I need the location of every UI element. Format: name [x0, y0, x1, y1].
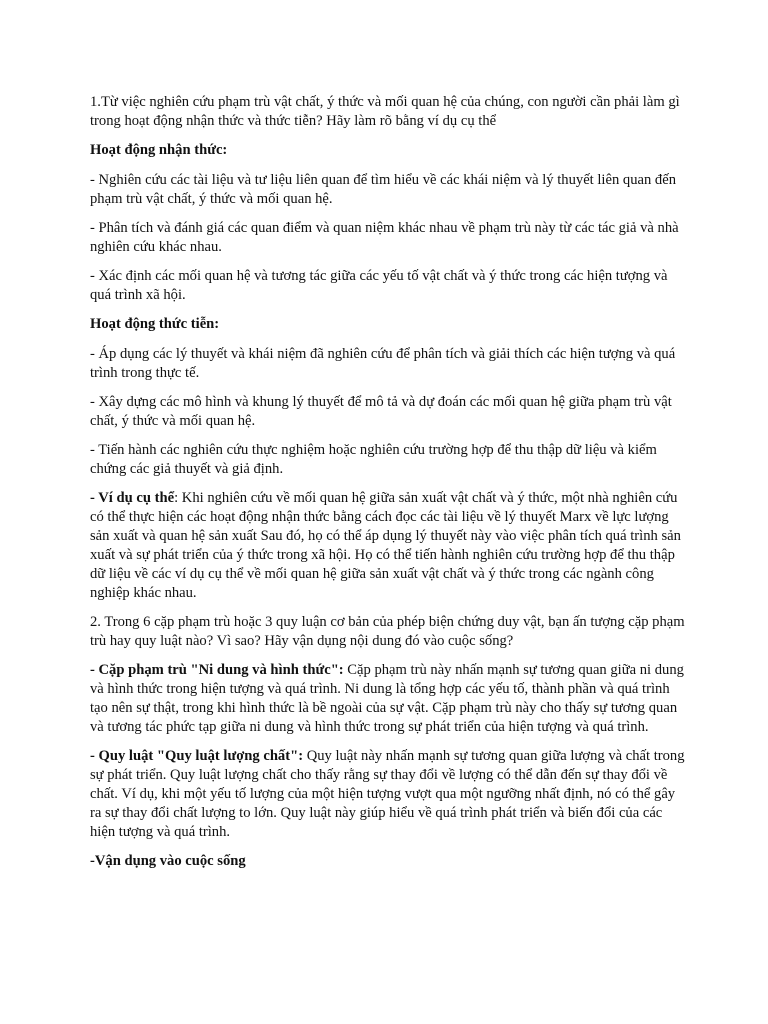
practical-item-2: - Xây dựng các mô hình và khung lý thuyết để mô tả và dự đoán các mối quan hệ giữa phạm trù vật chất, ý thức và mối quan hệ.	[90, 394, 672, 429]
law-label: - Quy luật "Quy luật lượng chất":	[90, 748, 304, 764]
cognitive-item-1: - Nghiên cứu các tài liệu và tư liệu liên quan để tìm hiểu về các khái niệm và lý thuyết liên quan đến phạm trù vật chất, ý thức và mối quan hệ.	[90, 172, 676, 207]
pair-label: - Cặp phạm trù "Ni dung và hình thức":	[90, 662, 344, 678]
heading-practical-activity: Hoạt động thức tiễn:	[90, 316, 220, 332]
pair-text: Cặp phạm trù này nhấn mạnh sự tương quan giữa ni dung và hình thức trong hiện tượng và quá trình. Ni dung là tổng hợp các yếu tố, thành phần và quá trình tạo nên sự thật, trong khi hình thức là bề ngoài của sự vật. Cặp phạm trù này cho thấy sự tương quan và tương tác phức tạp giữa ni dung và hình thức trong sự phát triển của hiện tượng và quá trình.	[90, 662, 684, 735]
practical-item-3: - Tiến hành các nghiên cứu thực nghiệm hoặc nghiên cứu trường hợp để thu thập dữ liệu và kiểm chứng các giả thuyết và giả định.	[90, 442, 657, 477]
pair-paragraph	[90, 661, 688, 737]
law-text: Quy luật này nhấn mạnh sự tương quan giữa lượng và chất trong sự phát triển. Quy luật lượng chất cho thấy rằng sự thay đổi về lượng có thể dẫn đến sự thay đổi về chất. Ví dụ, khi một yếu tố lượng của một hiện tượng vượt qua một ngưỡng nhất định, nó có thể gây ra sự thay đổi chất lượng to lớn. Quy luật này giúp hiểu về quá trình phát triển và biến đổi của các hiện tượng và quá trình.	[90, 748, 685, 840]
example-paragraph	[90, 489, 688, 603]
heading-cognitive-activity: Hoạt động nhận thức:	[90, 142, 228, 158]
heading-apply-to-life: -Vận dụng vào cuộc sống	[90, 853, 246, 869]
question-1: 1.Từ việc nghiên cứu phạm trù vật chất, ý thức và mối quan hệ của chúng, con người cần phải làm gì trong hoạt động nhận thức và thức tiễn? Hãy làm rõ bằng ví dụ cụ thể	[90, 94, 680, 129]
cognitive-item-3: - Xác định các mối quan hệ và tương tác giữa các yếu tố vật chất và ý thức trong các hiện tượng và quá trình xã hội.	[90, 268, 668, 303]
practical-item-1: - Áp dụng các lý thuyết và khái niệm đã nghiên cứu để phân tích và giải thích các hiện tượng và quá trình trong thực tế.	[90, 346, 676, 381]
example-label: - Ví dụ cụ thể	[90, 490, 175, 506]
question-2: 2. Trong 6 cặp phạm trù hoặc 3 quy luận cơ bản của phép biện chứng duy vật, bạn ấn tượng cặp phạm trù hay quy luật nào? Vì sao? Hãy vận dụng nội dung đó vào cuộc sống?	[90, 614, 685, 649]
example-text: : Khi nghiên cứu về mối quan hệ giữa sản xuất vật chất và ý thức, một nhà nghiên cứu có thể thực hiện các hoạt động nhận thức bằng cách đọc các tài liệu về lý thuyết Marx về lực lượng sản xuất và quan hệ sản xuất Sau đó, họ có thể áp dụng lý thuyết này vào việc phân tích quá trình sản xuất và sự phát triển của ý thức trong xã hội. Họ có thể tiến hành nghiên cứu trường hợp để thu thập dữ liệu về các ví dụ cụ thể về mối quan hệ giữa sản xuất vật chất và ý thức trong các ngành công nghiệp khác nhau.	[90, 490, 681, 601]
cognitive-item-2: - Phân tích và đánh giá các quan điểm và quan niệm khác nhau về phạm trù này từ các tác giả và nhà nghiên cứu khác nhau.	[90, 220, 679, 255]
law-paragraph	[90, 747, 688, 842]
